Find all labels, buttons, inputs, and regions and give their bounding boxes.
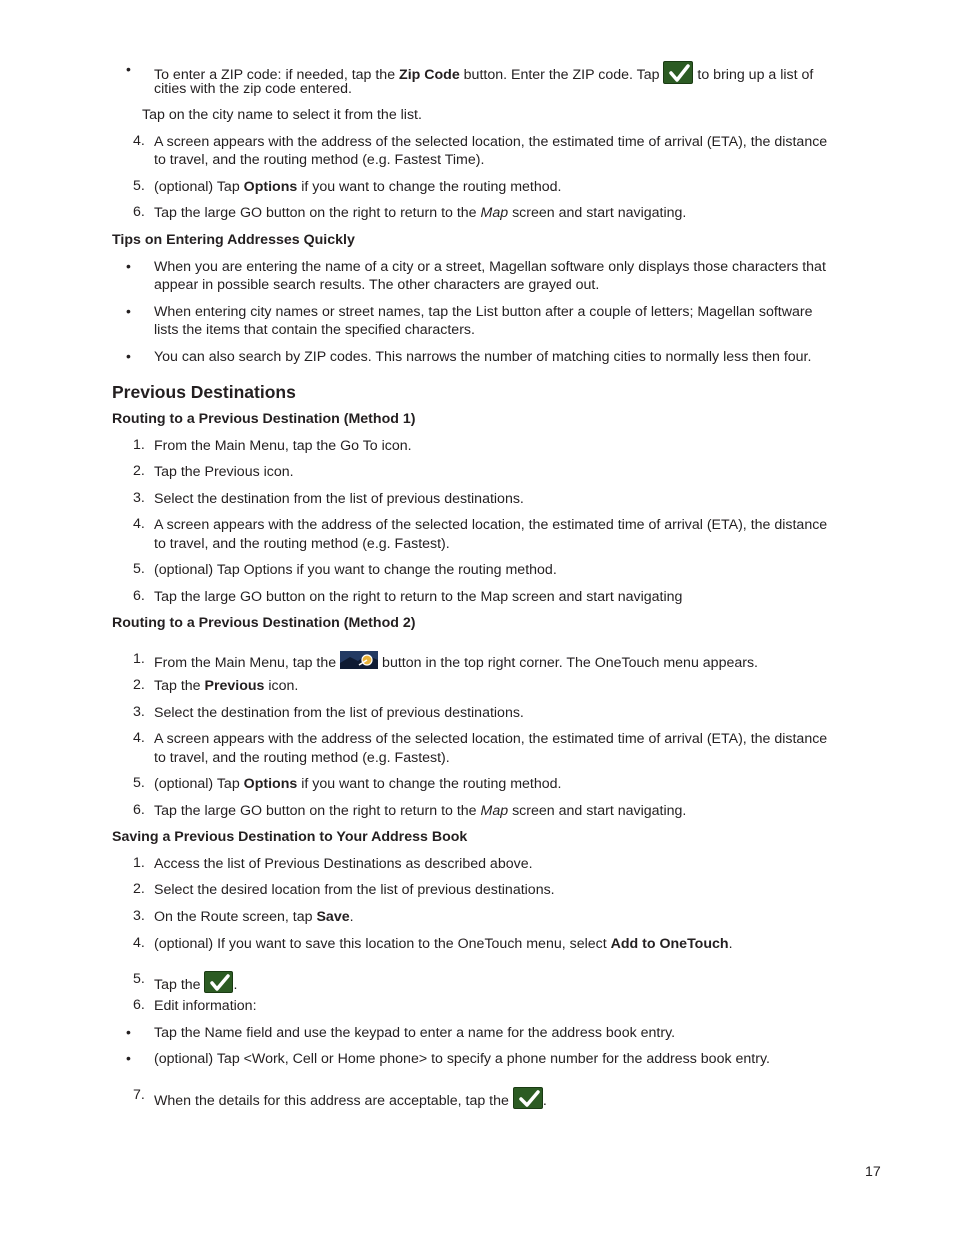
step-number: 6. — [133, 802, 145, 818]
step-number: 2. — [133, 677, 145, 693]
tip-text-cont: lists the items that contain the specified characters. — [154, 322, 475, 338]
step-text: (optional) Tap Options if you want to change the routing method. — [154, 776, 562, 792]
bullet-dot: • — [126, 1024, 131, 1040]
step-text: Tap the Previous icon. — [154, 464, 294, 480]
step-number: 5. — [133, 971, 145, 987]
step-number: 3. — [133, 490, 145, 506]
step-number: 4. — [133, 935, 145, 951]
step-number: 1. — [133, 437, 145, 453]
step-text: A screen appears with the address of the selected location, the estimated time of arrival (ETA), the distance — [154, 517, 828, 533]
step-text: Access the list of Previous Destinations as described above. — [154, 856, 533, 872]
step-text: Select the desired location from the list of previous destinations. — [154, 882, 555, 898]
step-number: 3. — [133, 908, 145, 924]
onetouch-icon — [340, 651, 378, 669]
step-text: Tap the large GO button on the right to return to the Map screen and start navigating. — [154, 803, 687, 819]
bullet-dot: • — [126, 348, 131, 364]
step-number: 4. — [133, 516, 145, 532]
page-number: 17 — [865, 1164, 881, 1180]
step-text-cont: to travel, and the routing method (e.g. Fastest Time). — [154, 152, 485, 168]
step-text: (optional) Tap Options if you want to change the routing method. — [154, 179, 562, 195]
step-number: 6. — [133, 204, 145, 220]
step-number: 6. — [133, 997, 145, 1013]
step-text: Select the destination from the list of previous destinations. — [154, 491, 524, 507]
step-text: (optional) If you want to save this location to the OneTouch menu, select Add to OneTouch. — [154, 936, 733, 952]
section-heading: Previous Destinations — [112, 382, 296, 402]
checkmark-icon — [513, 1087, 543, 1109]
step-text: From the Main Menu, tap the button in the top right corner. The OneTouch menu appears. — [154, 651, 758, 673]
step-text-cont: to travel, and the routing method (e.g. Fastest). — [154, 750, 450, 766]
method2-heading: Routing to a Previous Destination (Method 2) — [112, 615, 416, 631]
step-number: 5. — [133, 178, 145, 194]
step-number: 1. — [133, 855, 145, 871]
step-number: 4. — [133, 133, 145, 149]
step-text: A screen appears with the address of the selected location, the estimated time of arrival (ETA), the distance — [154, 134, 828, 150]
step-text: Tap the . — [154, 971, 237, 995]
bullet-text: (optional) Tap <Work, Cell or Home phone> to specify a phone number for the address book entry. — [154, 1051, 770, 1067]
tip-text: You can also search by ZIP codes. This narrows the number of matching cities to normally less then four. — [154, 349, 812, 365]
step-number: 5. — [133, 775, 145, 791]
step-number: 2. — [133, 881, 145, 897]
step-text-cont: to travel, and the routing method (e.g. Fastest). — [154, 536, 450, 552]
tip-text-cont: appear in possible search results. The other characters are grayed out. — [154, 277, 600, 293]
step-number: 6. — [133, 588, 145, 604]
step-text: Edit information: — [154, 998, 257, 1014]
bullet-dot: • — [126, 61, 131, 77]
step-number: 7. — [133, 1087, 145, 1103]
tip-text: When you are entering the name of a city or a street, Magellan software only displays those characters that — [154, 259, 826, 275]
zip-instruction-cont: cities with the zip code entered. — [154, 81, 352, 97]
step-text: On the Route screen, tap Save. — [154, 909, 354, 925]
bullet-text: Tap the Name field and use the keypad to enter a name for the address book entry. — [154, 1025, 676, 1041]
zip-city-note: Tap on the city name to select it from the list. — [142, 107, 422, 123]
step-number: 2. — [133, 463, 145, 479]
step-text: A screen appears with the address of the selected location, the estimated time of arrival (ETA), the distance — [154, 731, 828, 747]
step-text: Tap the large GO button on the right to return to the Map screen and start navigating. — [154, 205, 687, 221]
method1-heading: Routing to a Previous Destination (Method 1) — [112, 411, 416, 427]
step-text: From the Main Menu, tap the Go To icon. — [154, 438, 412, 454]
step-number: 4. — [133, 730, 145, 746]
step-number: 3. — [133, 704, 145, 720]
bullet-dot: • — [126, 1050, 131, 1066]
checkmark-icon — [204, 971, 233, 993]
step-text: Tap the Previous icon. — [154, 678, 299, 694]
bullet-dot: • — [126, 303, 131, 319]
step-number: 1. — [133, 651, 145, 667]
checkmark-icon — [663, 61, 693, 84]
zip-instruction: To enter a ZIP code: if needed, tap the Zip Code button. Enter the ZIP code. Tap to bring up a list of — [154, 61, 813, 85]
tip-text: When entering city names or street names, tap the List button after a couple of letters; Magellan software — [154, 304, 813, 320]
bullet-dot: • — [126, 258, 131, 274]
step-number: 5. — [133, 561, 145, 577]
step-text: (optional) Tap Options if you want to change the routing method. — [154, 562, 557, 578]
step-text: Select the destination from the list of previous destinations. — [154, 705, 524, 721]
saving-heading: Saving a Previous Destination to Your Address Book — [112, 829, 468, 845]
step-text: When the details for this address are acceptable, tap the . — [154, 1087, 547, 1111]
step-text: Tap the large GO button on the right to return to the Map screen and start navigating — [154, 589, 683, 605]
tips-heading: Tips on Entering Addresses Quickly — [112, 232, 355, 248]
